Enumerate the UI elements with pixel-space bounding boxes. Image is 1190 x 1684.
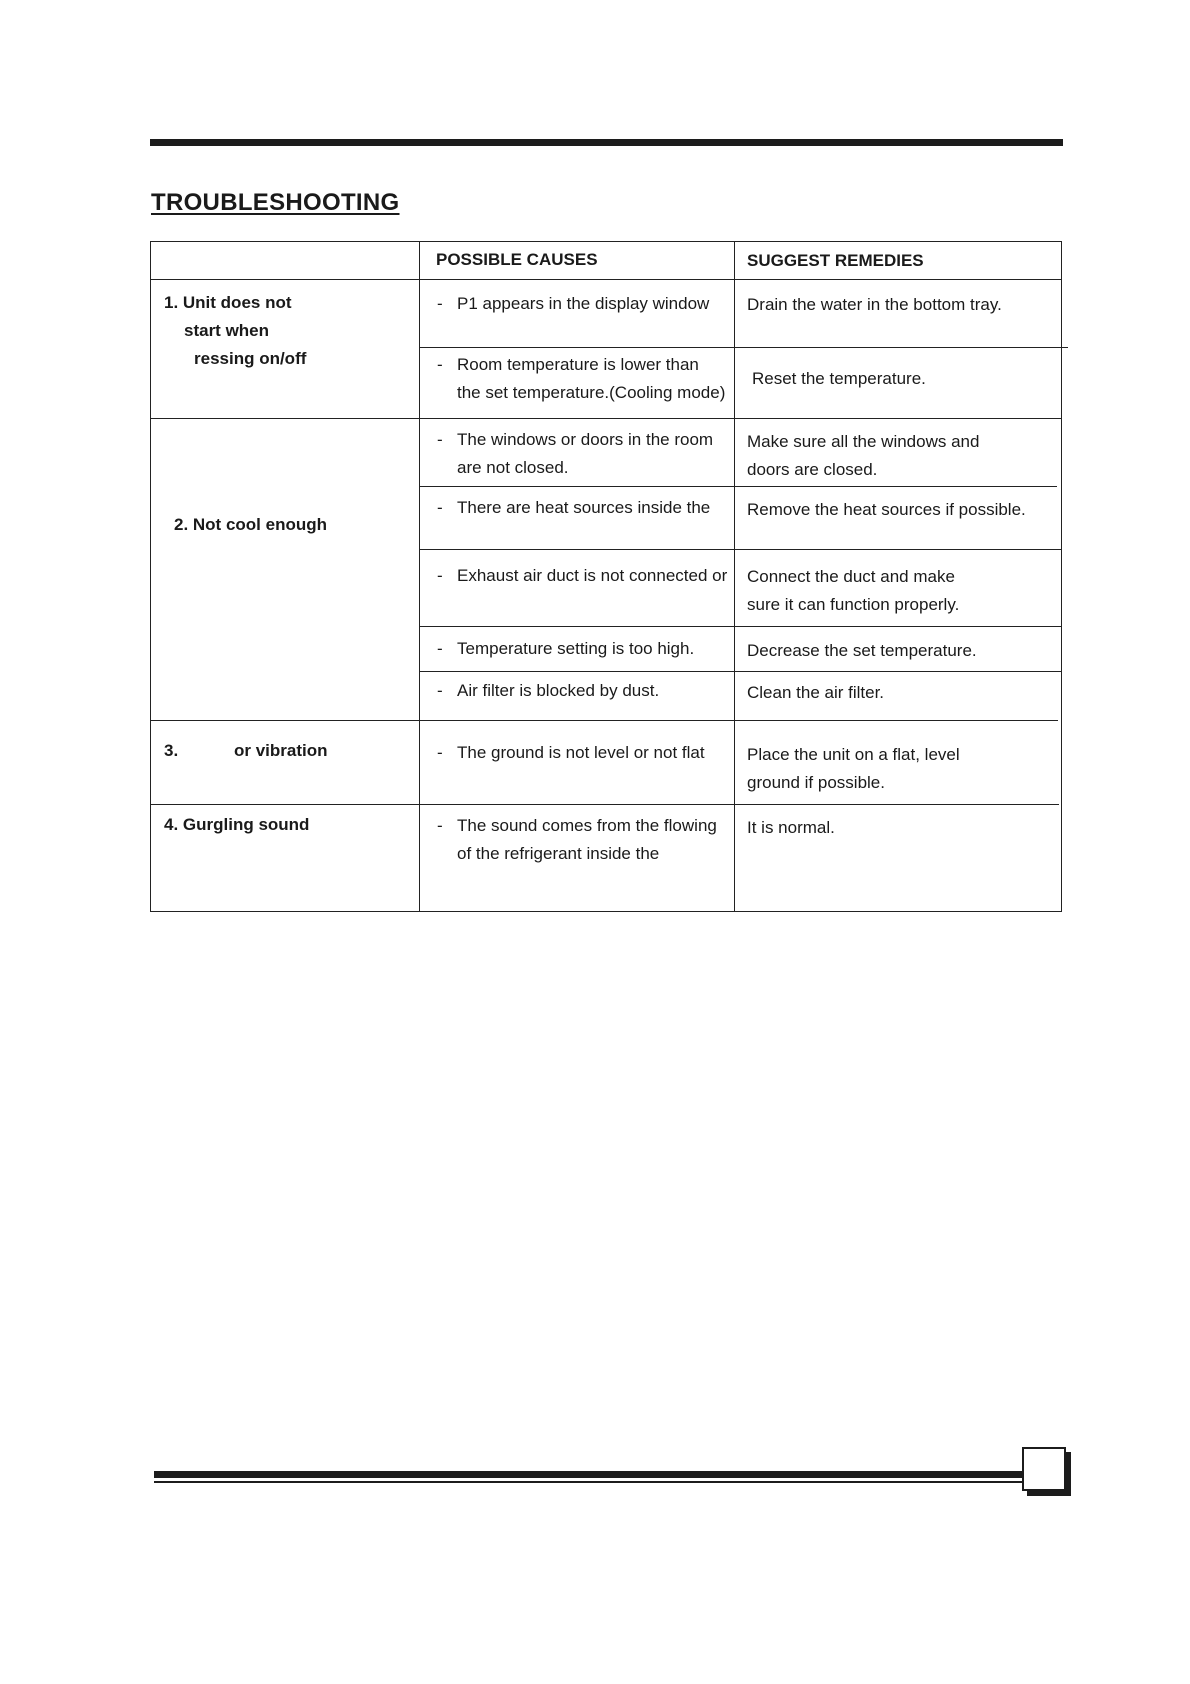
cause-2: - Room temperature is lower than the set temperature.(Cooling mode): [437, 355, 726, 402]
remedy-9: It is normal.: [747, 818, 835, 837]
table-border-left: [150, 241, 151, 912]
page-title: TROUBLESHOOTING: [151, 189, 400, 216]
cause-9: - The sound comes from the flowing of the refrigerant inside the: [437, 816, 717, 863]
problem-1-line-2: start when: [184, 321, 270, 340]
header-remedies: SUGGEST REMEDIES: [747, 251, 924, 270]
problem-3-number: 3.: [164, 741, 179, 760]
cause-6: - Temperature setting is too high.: [437, 639, 695, 658]
cause-4: - There are heat sources inside the: [437, 498, 711, 517]
top-rule: [150, 139, 1063, 146]
table-border-top: [150, 241, 1062, 242]
table-border-bottom: [150, 911, 1062, 912]
bottom-rule-thin: [154, 1481, 1024, 1483]
problem-2: 2. Not cool enough: [174, 515, 327, 534]
row-divider-4: [419, 626, 1061, 627]
column-divider-1: [419, 241, 420, 912]
remedy-3: Make sure all the windows and doors are closed.: [747, 432, 980, 479]
page-number-box: [1022, 1447, 1066, 1491]
problem-1-line-3: ressing on/off: [194, 349, 307, 368]
column-divider-2: [734, 241, 735, 912]
cause-8: - The ground is not level or not flat: [437, 743, 705, 762]
group-divider-2: [150, 720, 1058, 721]
cause-3: - The windows or doors in the room are not closed.: [437, 430, 714, 477]
cause-1: - P1 appears in the display window: [437, 294, 710, 313]
remedy-5: Connect the duct and make sure it can function properly.: [747, 567, 960, 614]
group-divider-3: [150, 804, 1059, 805]
remedy-6: Decrease the set temperature.: [747, 641, 977, 660]
header-causes: POSSIBLE CAUSES: [436, 250, 598, 269]
group-divider-1: [150, 418, 1062, 419]
row-divider-5: [419, 671, 1061, 672]
header-divider: [150, 279, 1062, 280]
row-divider-3: [419, 549, 1061, 550]
problem-1-line-1: 1. Unit does not: [164, 293, 292, 312]
problem-3-text: or vibration: [234, 741, 328, 760]
problem-4: 4. Gurgling sound: [164, 815, 310, 834]
cause-7: - Air filter is blocked by dust.: [437, 681, 660, 700]
cause-5: - Exhaust air duct is not connected or: [437, 566, 728, 585]
problem-1: [164, 289, 306, 373]
remedy-2: Reset the temperature.: [752, 369, 926, 388]
remedy-4: Remove the heat sources if possible.: [747, 500, 1026, 519]
bottom-rule: [154, 1471, 1024, 1478]
row-divider-1: [419, 347, 1068, 348]
remedy-7: Clean the air filter.: [747, 683, 885, 702]
remedy-1: Drain the water in the bottom tray.: [747, 295, 1002, 314]
remedy-8: Place the unit on a flat, level ground if possible.: [747, 745, 960, 792]
row-divider-2: [419, 486, 1057, 487]
table-border-right: [1061, 241, 1062, 912]
